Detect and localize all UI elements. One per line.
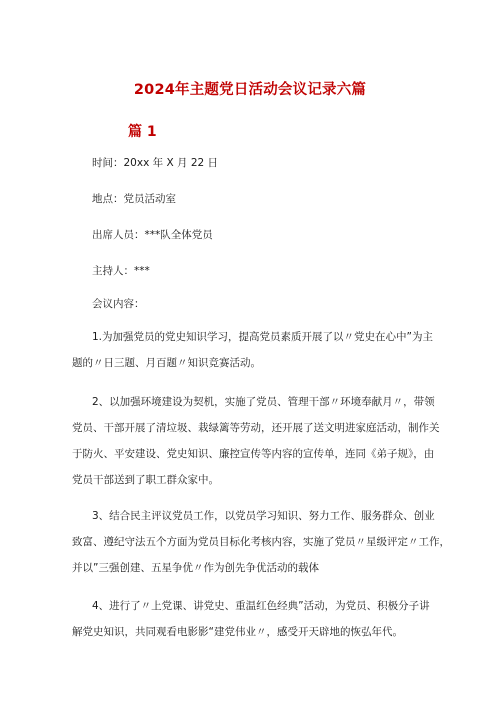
- meeting-location: 地点：党员活动室: [92, 193, 176, 205]
- meeting-time: 时间：20xx 年 X 月 22 日: [92, 157, 219, 169]
- content-paragraph-1: [72, 324, 434, 376]
- meeting-attendees: 出席人员：***队全体党员: [92, 229, 213, 241]
- paragraph-line: 党员干部送到了职工群众家中。: [72, 474, 219, 486]
- paragraph-line: 3、结合民主评议党员工作，以党员学习知识、努力工作、服务群众、创业: [92, 510, 435, 522]
- content-paragraph-2: [72, 389, 440, 493]
- paragraph-line: 1.为加强党员的党史知识学习，提高党员素质开展了以〃党史在心中”为主: [92, 331, 433, 343]
- meeting-host: 主持人：***: [92, 265, 150, 277]
- paragraph-line: 致富、遵纪守法五个方面为党员目标化考核内容，实施了党员〃星级评定〃工作，: [72, 536, 450, 548]
- paragraph-line: 于防火、平安建设、党史知识、廉控宣传等内容的宣传单，连同《弟子规》，由: [72, 448, 435, 460]
- paragraph-line: 并以”三强创建、五星争优〃作为创先争优活动的载体: [72, 562, 319, 574]
- content-paragraph-4: [72, 593, 434, 645]
- content-paragraph-3: [72, 503, 450, 581]
- meeting-content-label: 会议内容：: [92, 298, 145, 310]
- paragraph-line: 2、以加强环境建设为契机，实施了党员、管理干部〃环境奉献月〃，带领: [92, 396, 435, 408]
- paragraph-line: 4、进行了〃上党课、讲党史、重温红色经典”活动，为党员、积极分子讲: [92, 600, 430, 612]
- paragraph-line: 解党史知识，共同观看电影影“建党伟业〃，感受开天辟地的恢弘年代。: [72, 626, 403, 638]
- paragraph-line: 题的〃日三题、月百题〃知识竞赛活动。: [72, 357, 261, 369]
- section-heading: 篇 1: [128, 124, 157, 140]
- paragraph-line: 党员、干部开展了清垃圾、栽绿篱等劳动，还开展了送文明进家庭活动，制作关: [72, 422, 440, 434]
- document-title: 2024年主题党日活动会议记录六篇: [133, 82, 367, 98]
